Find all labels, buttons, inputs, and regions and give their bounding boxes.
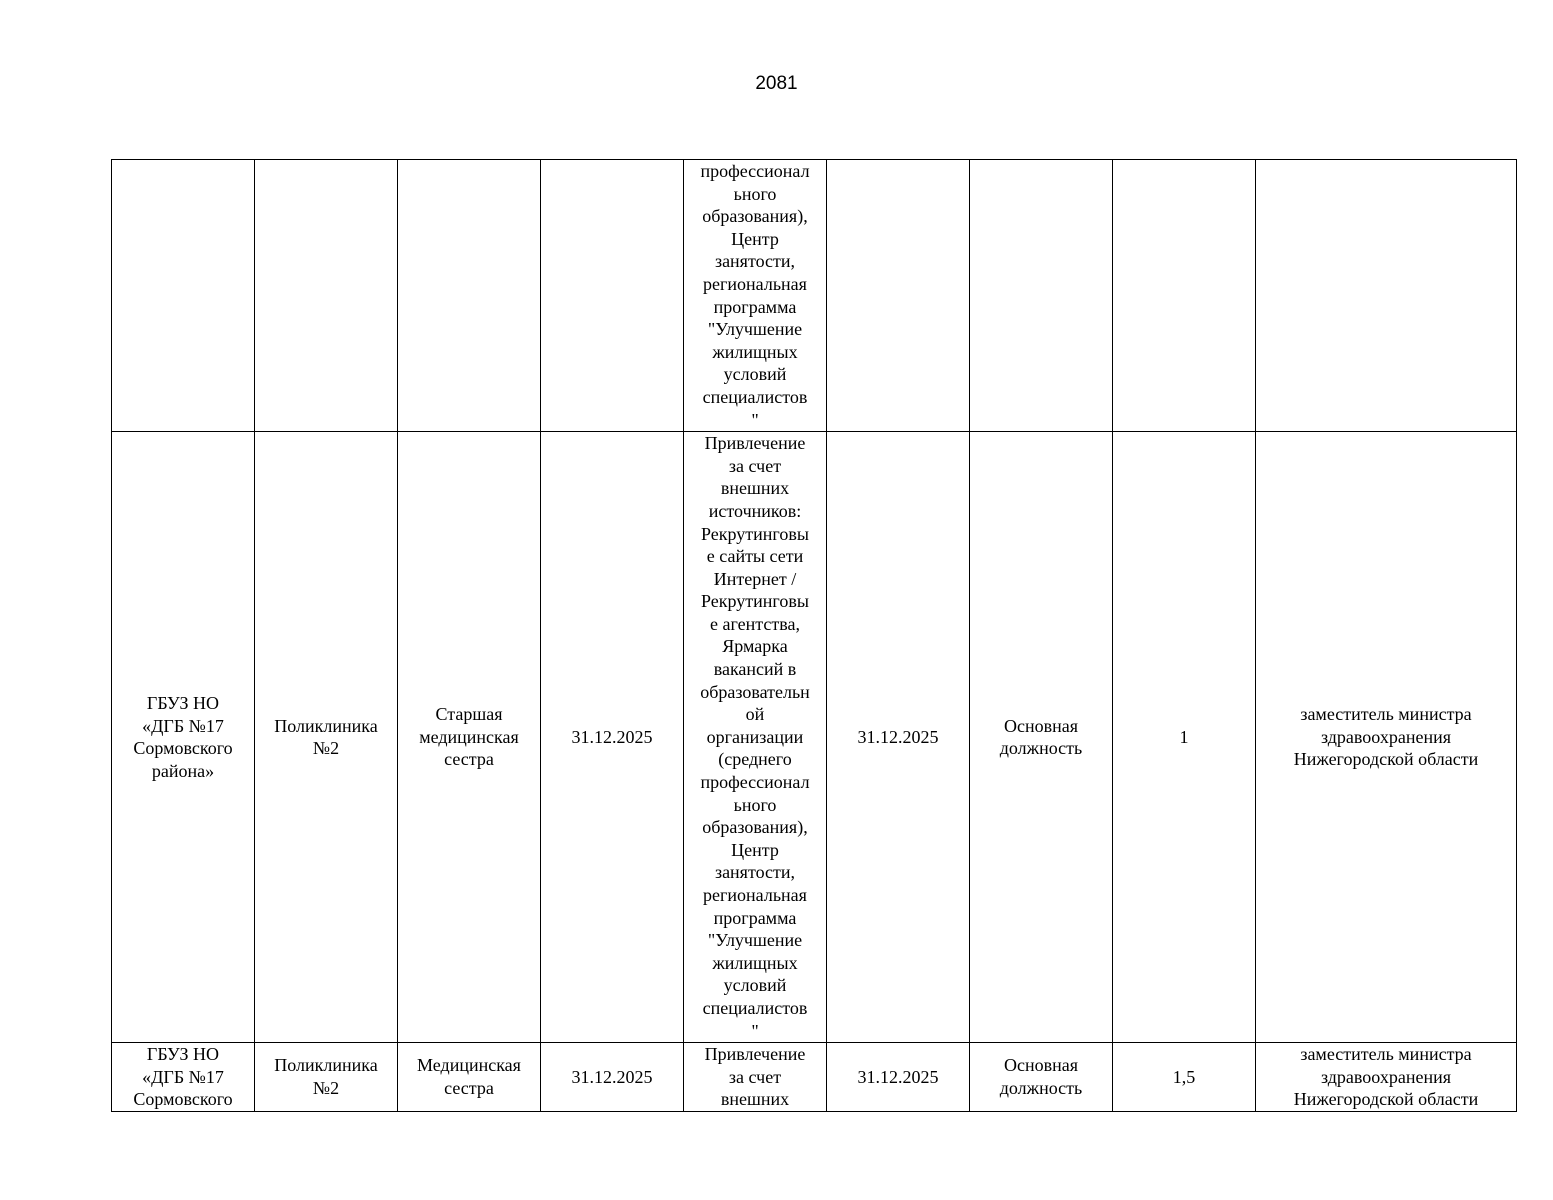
cell-organization [112, 160, 255, 432]
cell-position-type: Основная должность [970, 1043, 1113, 1112]
table-row [112, 1043, 1517, 1112]
cell-rate [1113, 160, 1256, 432]
vacancy-table [111, 159, 1517, 1112]
cell-date: 31.12.2025 [827, 1043, 970, 1112]
cell-date [827, 160, 970, 432]
cell-rate: 1,5 [1113, 1043, 1256, 1112]
cell-sources: профессионал ьного образования), Центр занятости, региональная программа "Улучшение жилищных условий специалистов " [684, 160, 827, 432]
cell-position [398, 160, 541, 432]
cell-organization: ГБУЗ НО «ДГБ №17 Сормовского [112, 1043, 255, 1112]
cell-deadline [541, 160, 684, 432]
cell-date: 31.12.2025 [827, 432, 970, 1043]
cell-responsible: заместитель министра здравоохранения Нижегородской области [1256, 1043, 1517, 1112]
cell-responsible: заместитель министра здравоохранения Нижегородской области [1256, 432, 1517, 1043]
cell-department [255, 160, 398, 432]
cell-position: Медицинская сестра [398, 1043, 541, 1112]
cell-department: Поликлиника №2 [255, 1043, 398, 1112]
cell-position-type: Основная должность [970, 432, 1113, 1043]
cell-position-type [970, 160, 1113, 432]
cell-sources: Привлечение за счет внешних [684, 1043, 827, 1112]
cell-department: Поликлиника №2 [255, 432, 398, 1043]
table-row [112, 432, 1517, 1043]
cell-deadline: 31.12.2025 [541, 432, 684, 1043]
cell-organization: ГБУЗ НО «ДГБ №17 Сормовского района» [112, 432, 255, 1043]
page-number: 2081 [755, 73, 798, 94]
cell-position: Старшая медицинская сестра [398, 432, 541, 1043]
cell-responsible [1256, 160, 1517, 432]
cell-deadline: 31.12.2025 [541, 1043, 684, 1112]
table-row [112, 160, 1517, 432]
cell-sources: Привлечение за счет внешних источников: Рекрутинговы е сайты сети Интернет / Рекрутинговы е агентства, Ярмарка вакансий в образовательн ой организации (среднего профессионал ьного образования), Центр занятости, региональная программа "Улучшение жилищных условий специалистов " [684, 432, 827, 1043]
cell-rate: 1 [1113, 432, 1256, 1043]
